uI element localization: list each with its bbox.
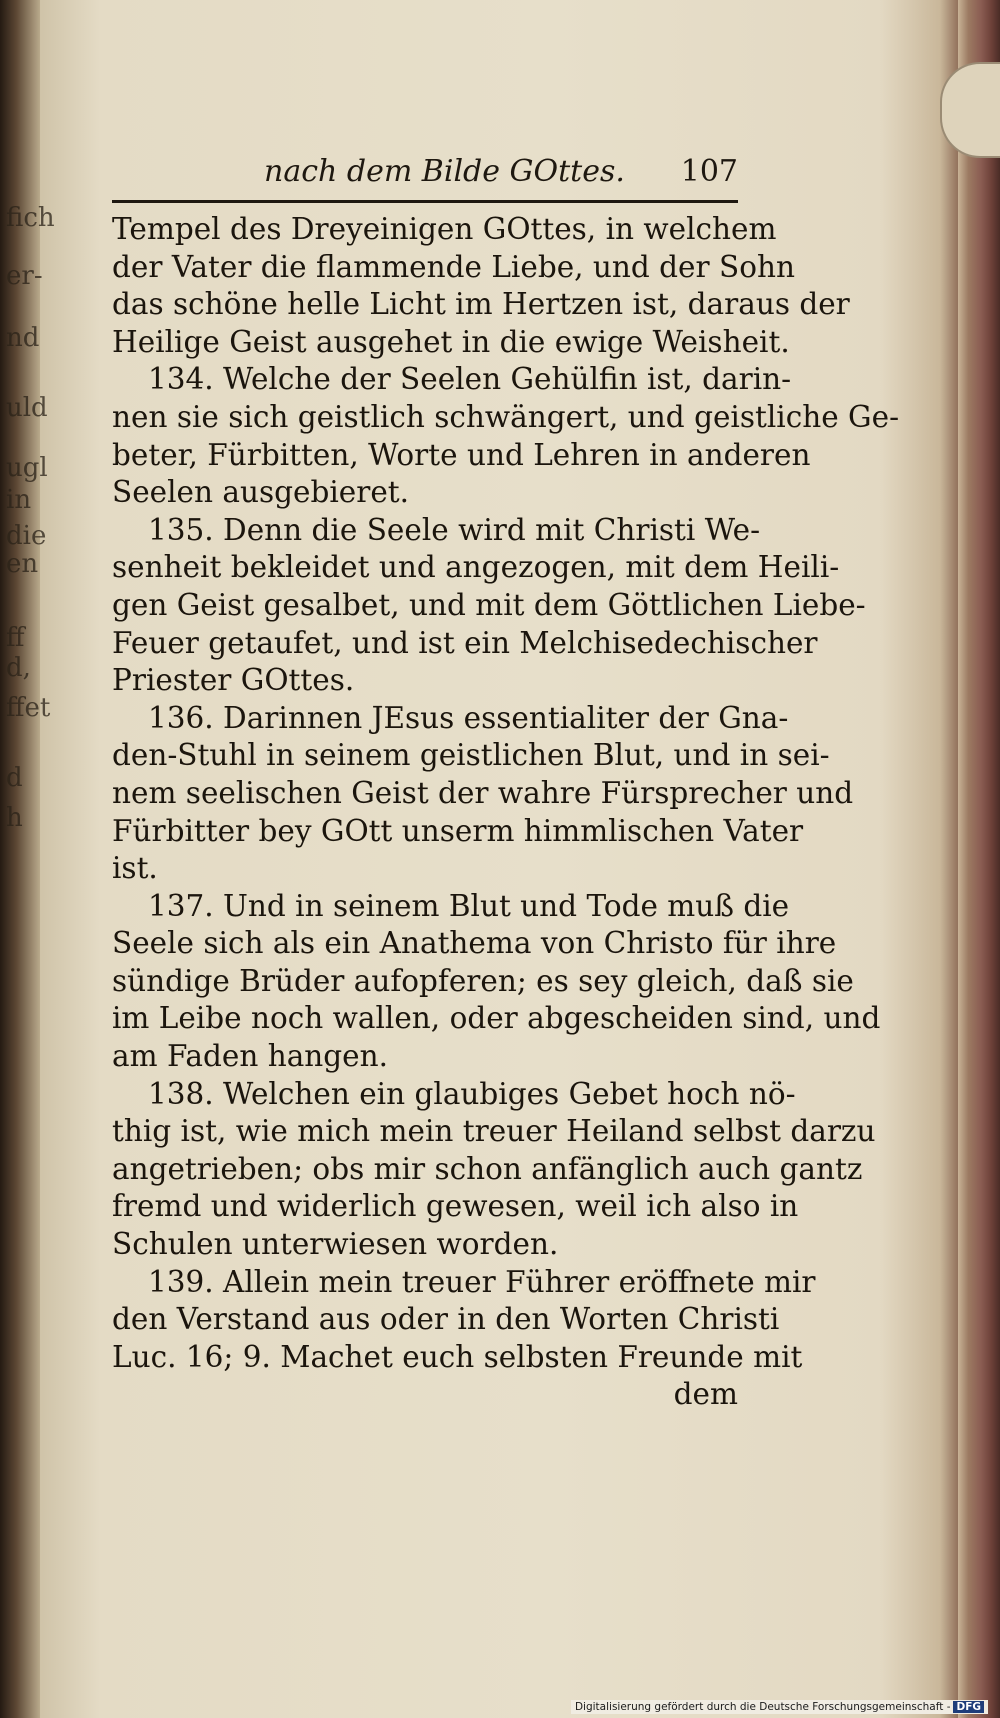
margin-bleed-fragment: en <box>6 549 39 579</box>
margin-bleed-fragment: h <box>6 803 23 833</box>
text-line: Priester GOttes. <box>112 663 355 698</box>
margin-bleed-fragment: ff <box>6 623 25 653</box>
digitization-credit <box>571 1700 988 1714</box>
text-line: den Verstand aus oder in den Worten Christi <box>112 1302 780 1337</box>
text-line: der Vater die flammende Liebe, und der Sohn <box>112 249 795 284</box>
text-line: beter, Fürbitten, Worte und Lehren in anderen <box>112 437 811 472</box>
margin-bleed-fragment: uld <box>6 393 48 423</box>
left-page-edge <box>0 0 55 1718</box>
margin-bleed-fragment: ffet <box>6 693 51 723</box>
text-line: das schöne helle Licht im Hertzen ist, daraus der <box>112 287 850 322</box>
header-rule <box>112 200 738 203</box>
text-line: Luc. 16; 9. Machet euch selbsten Freunde mit <box>112 1339 803 1374</box>
text-line: 137. Und in seinem Blut und Tode muß die <box>148 888 790 923</box>
right-page-edge <box>958 0 1000 1718</box>
text-line: fremd und widerlich gewesen, weil ich also in <box>112 1189 799 1224</box>
margin-bleed-fragment: fich <box>6 203 55 233</box>
margin-bleed-fragment: in <box>6 485 32 515</box>
text-line: 139. Allein mein treuer Führer eröffnete mir <box>148 1264 816 1299</box>
page-number: 107 <box>680 154 738 189</box>
text-line: sündige Brüder aufopferen; es sey gleich, daß sie <box>112 963 854 998</box>
margin-bleed-fragment: d, <box>6 653 31 683</box>
margin-bleed-fragment: nd <box>6 323 40 353</box>
text-line: nem seelischen Geist der wahre Fürsprecher und <box>112 775 854 810</box>
text-line: Heilige Geist ausgehet in die ewige Weisheit. <box>112 324 790 359</box>
text-line: Feuer getaufet, und ist ein Melchisedechischer <box>112 625 818 660</box>
text-line: Schulen unterwiesen worden. <box>112 1227 559 1262</box>
text-line: angetrieben; obs mir schon anfänglich auch gantz <box>112 1151 863 1186</box>
text-line: senheit bekleidet und angezogen, mit dem Heili- <box>112 550 840 585</box>
text-line: Seelen ausgebieret. <box>112 475 410 510</box>
text-line: den-Stuhl in seinem geistlichen Blut, und in sei- <box>112 738 830 773</box>
margin-bleed-fragment: die <box>6 521 47 551</box>
text-line: am Faden hangen. <box>112 1039 389 1074</box>
text-line: gen Geist gesalbet, und mit dem Göttlichen Liebe- <box>112 587 866 622</box>
text-line: Tempel des Dreyeinigen GOttes, in welchem <box>112 212 777 246</box>
text-line: nen sie sich geistlich schwängert, und geistliche Ge- <box>112 399 900 434</box>
text-line: im Leibe noch wallen, oder abgescheiden sind, und <box>112 1001 881 1036</box>
text-line: 138. Welchen ein glaubiges Gebet hoch nö- <box>148 1076 796 1111</box>
page-tab-marker <box>940 62 1000 158</box>
catchword: dem <box>673 1377 738 1412</box>
text-line: thig ist, wie mich mein treuer Heiland selbst darzu <box>112 1114 876 1149</box>
text-line: 134. Welche der Seelen Gehülfin ist, darin- <box>148 362 792 397</box>
dfg-logo: DFG <box>953 1701 984 1713</box>
text-line: Seele sich als ein Anathema von Christo für ihre <box>112 926 837 961</box>
book-page <box>112 150 900 1414</box>
running-title: nach dem Bilde GOttes. <box>264 154 625 189</box>
body-text <box>112 211 900 1376</box>
page-header <box>112 150 738 196</box>
text-line: 135. Denn die Seele wird mit Christi We- <box>148 512 761 547</box>
margin-bleed-fragment: ugl <box>6 453 48 483</box>
credit-text: Digitalisierung gefördert durch die Deutsche Forschungsgemeinschaft - <box>574 1701 951 1713</box>
text-line: Fürbitter bey GOtt unserm himmlischen Vater <box>112 813 804 848</box>
text-line: 136. Darinnen JEsus essentialiter der Gna- <box>148 700 789 735</box>
margin-bleed-fragment: er- <box>6 261 43 291</box>
text-line: ist. <box>112 851 158 886</box>
margin-bleed-fragment: d <box>6 763 23 793</box>
